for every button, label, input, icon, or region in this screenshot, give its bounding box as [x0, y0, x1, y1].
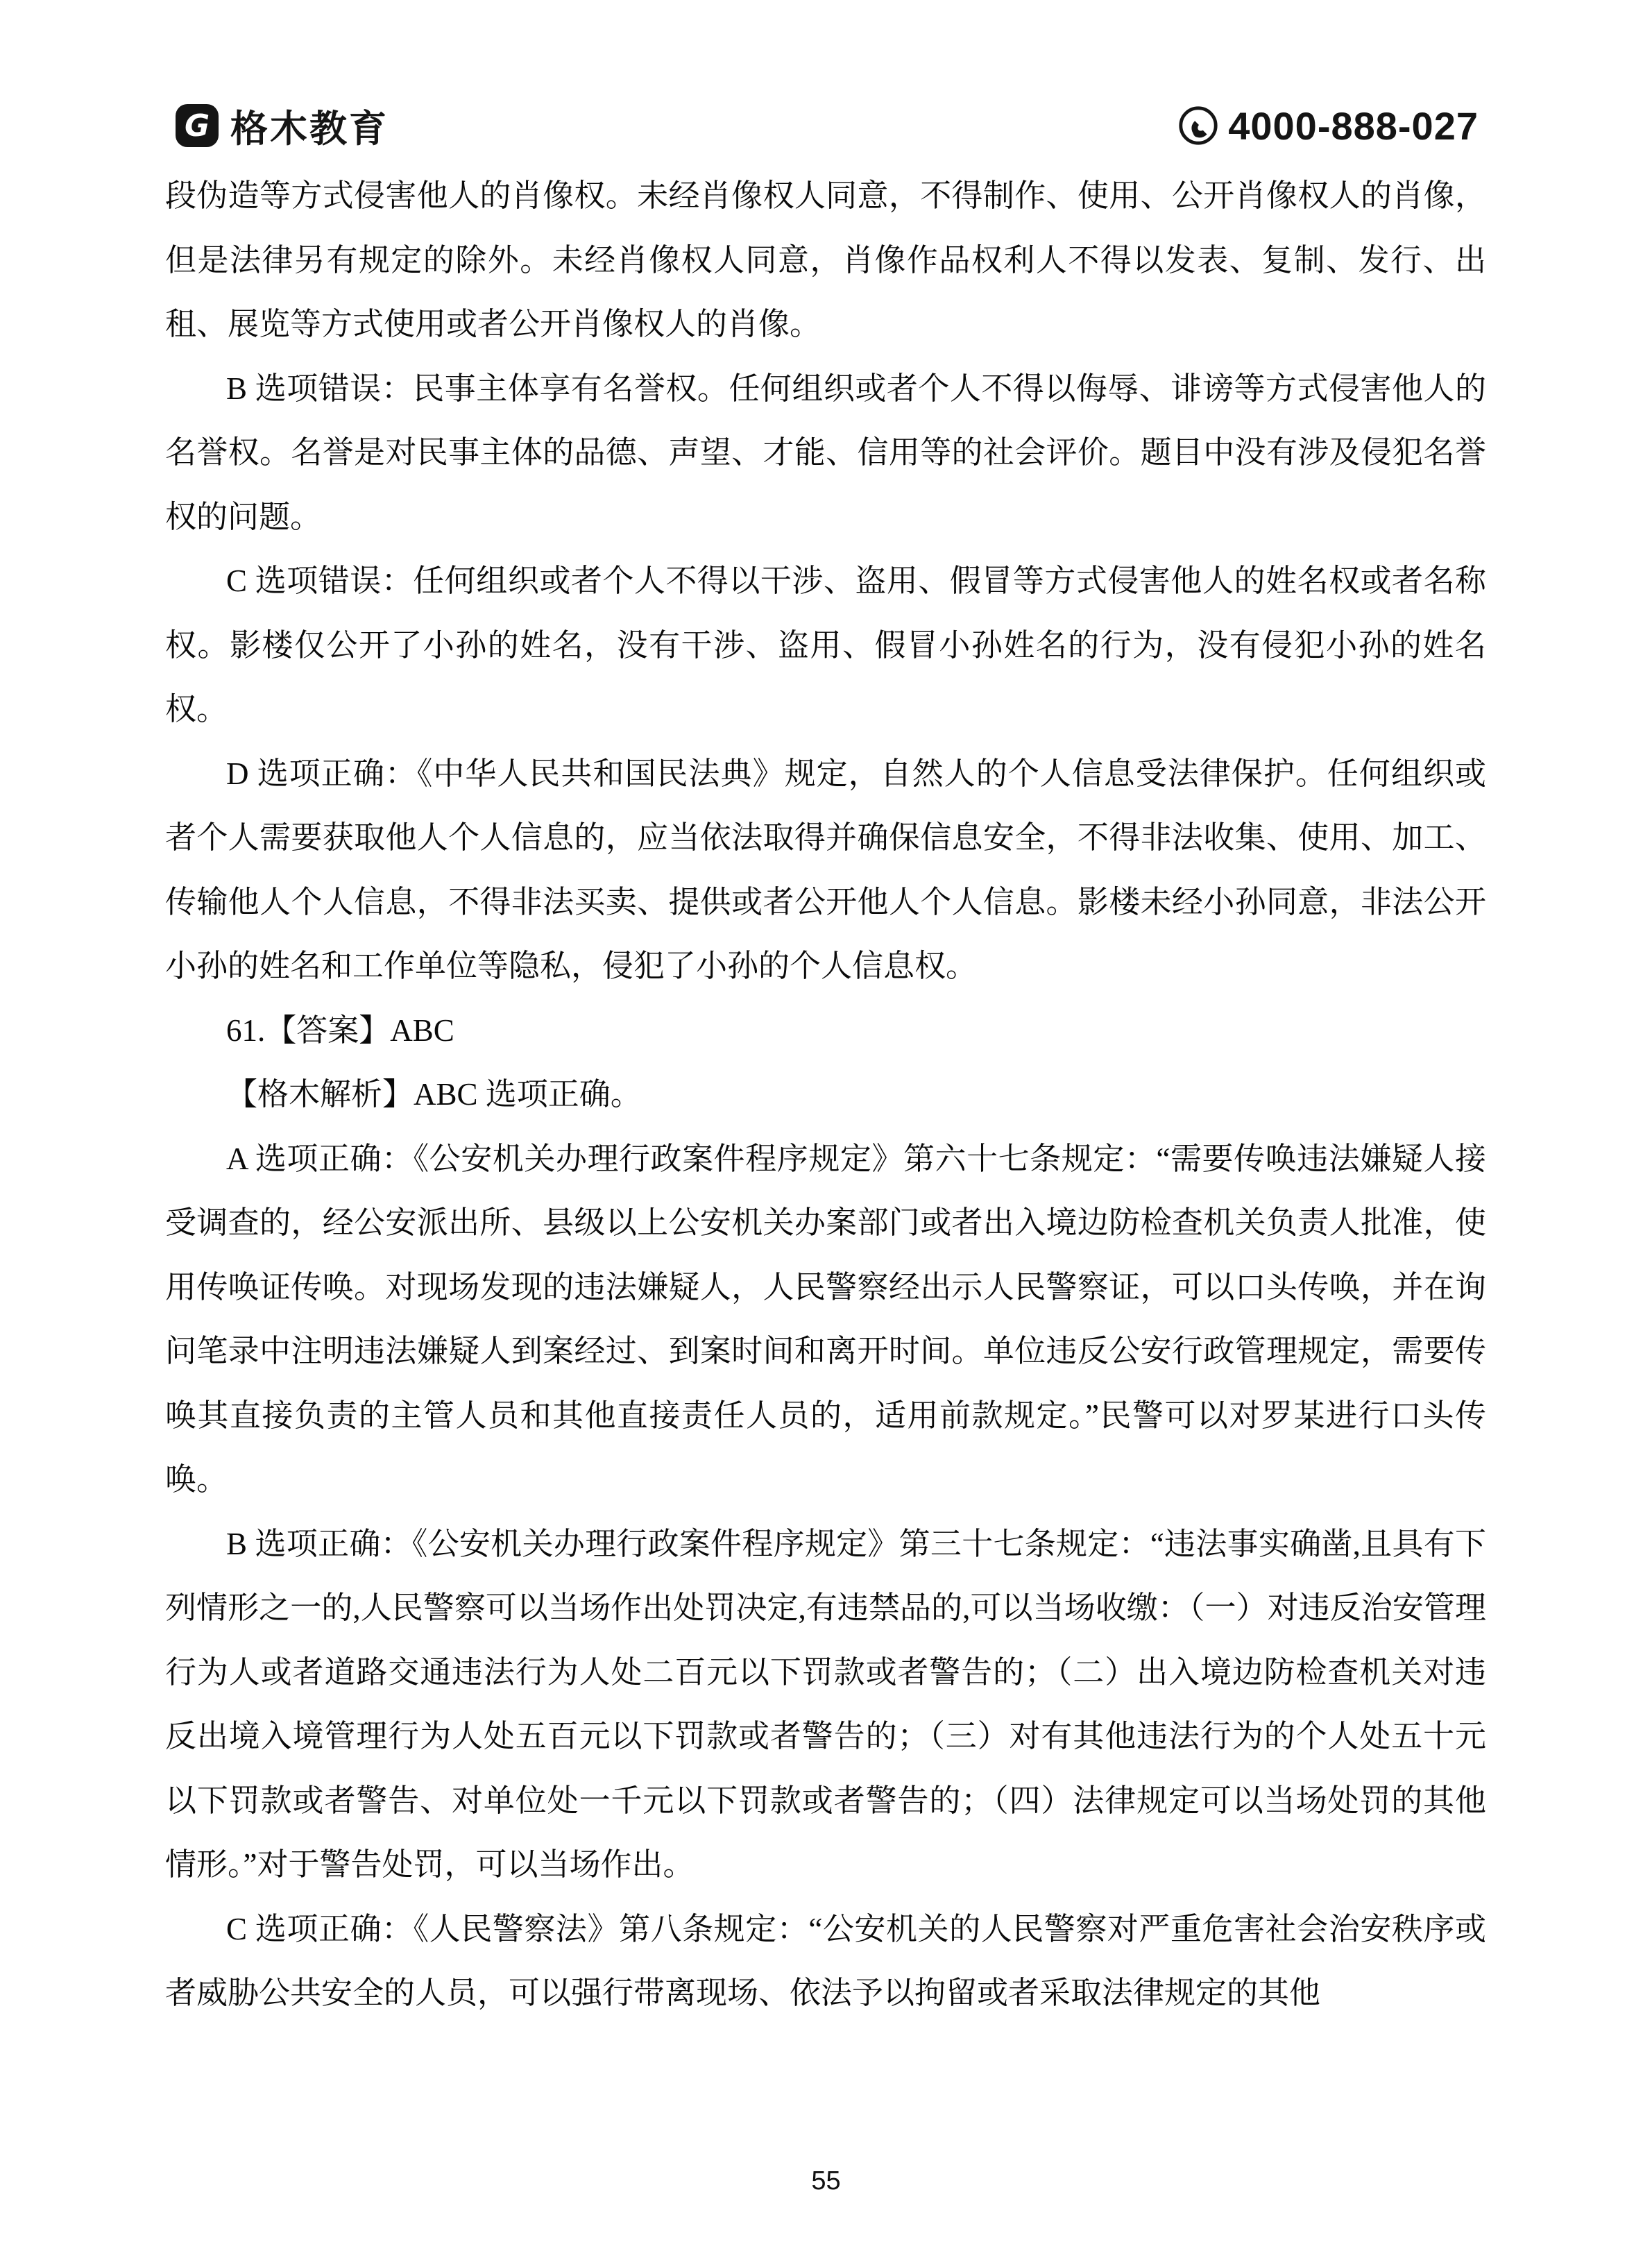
- page-footer: [0, 2166, 1652, 2196]
- answer-number-paragraph: 61.【答案】ABC: [226, 1012, 454, 1048]
- body-paragraph: C 选项错误：任何组织或者个人不得以干涉、盗用、假冒等方式侵害他人的姓名权或者名称权。影楼仅公开了小孙的姓名，没有干涉、盗用、假冒小孙姓名的行为，没有侵犯小孙的姓名权。: [165, 563, 1486, 727]
- body-paragraph: B 选项正确：《公安机关办理行政案件程序规定》第三十七条规定：“违法事实确凿,且具有下列情形之一的,人民警察可以当场作出处罚决定,有违禁品的,可以当场收缴：（一）对违反治安管理行为人或者道路交通违法行为人处二百元以下罚款或者警告的；（二）出入境边防检查机关对违反出境入境管理行为人处五百元以下罚款或者警告的；（三）对有其他违法行为的个人处五十元以下罚款或者警告、对单位处一千元以下罚款或者警告的；（四）法律规定可以当场处罚的其他情形。”对于警告处罚，可以当场作出。: [165, 1526, 1486, 1882]
- body-paragraph: B 选项错误：民事主体享有名誉权。任何组织或者个人不得以侮辱、诽谤等方式侵害他人的名誉权。名誉是对民事主体的品德、声望、才能、信用等的社会评价。题目中没有涉及侵犯名誉权的问题。: [165, 371, 1486, 534]
- page-number: 55: [811, 2166, 841, 2196]
- phone-contact: [1177, 103, 1479, 148]
- body-paragraph: A 选项正确：《公安机关办理行政案件程序规定》第六十七条规定：“需要传唤违法嫌疑人接受调查的，经公安派出所、县级以上公安机关办案部门或者出入境边防检查机关负责人批准，使用传唤证传唤。对现场发现的违法嫌疑人，人民警察经出示人民警察证，可以口头传唤，并在询问笔录中注明违法嫌疑人到案经过、到案时间和离开时间。单位违反公安行政管理规定，需要传唤其直接负责的主管人员和其他直接责任人员的，适用前款规定。”民警可以对罗某进行口头传唤。: [165, 1141, 1486, 1497]
- document-body: [165, 164, 1486, 2026]
- body-paragraph: D 选项正确：《中华人民共和国民法典》规定，自然人的个人信息受法律保护。任何组织或者个人需要获取他人个人信息的，应当依法取得并确保信息安全，不得非法收集、使用、加工、传输他人个人信息，不得非法买卖、提供或者公开他人个人信息。影楼未经小孙同意，非法公开小孙的姓名和工作单位等隐私，侵犯了小孙的个人信息权。: [165, 756, 1486, 983]
- brand-name: 格木教育: [230, 108, 389, 150]
- phone-icon: [1177, 104, 1220, 147]
- analysis-paragraph: 【格木解析】ABC 选项正确。: [226, 1077, 642, 1112]
- page-header: [175, 103, 1479, 148]
- body-paragraph: 段伪造等方式侵害他人的肖像权。未经肖像权人同意，不得制作、使用、公开肖像权人的肖像，但是法律另有规定的除外。未经肖像权人同意，肖像作品权利人不得以发表、复制、发行、出租、展览等方式使用或者公开肖像权人的肖像。: [165, 178, 1486, 341]
- phone-number: 4000-888-027: [1228, 103, 1479, 148]
- gemu-logo-icon: [175, 103, 219, 148]
- body-paragraph: C 选项正确：《人民警察法》第八条规定：“公安机关的人民警察对严重危害社会治安秩序或者威胁公共安全的人员，可以强行带离现场、依法予以拘留或者采取法律规定的其他: [165, 1911, 1486, 2010]
- svg-text:G: G: [184, 108, 210, 144]
- brand: [175, 99, 389, 153]
